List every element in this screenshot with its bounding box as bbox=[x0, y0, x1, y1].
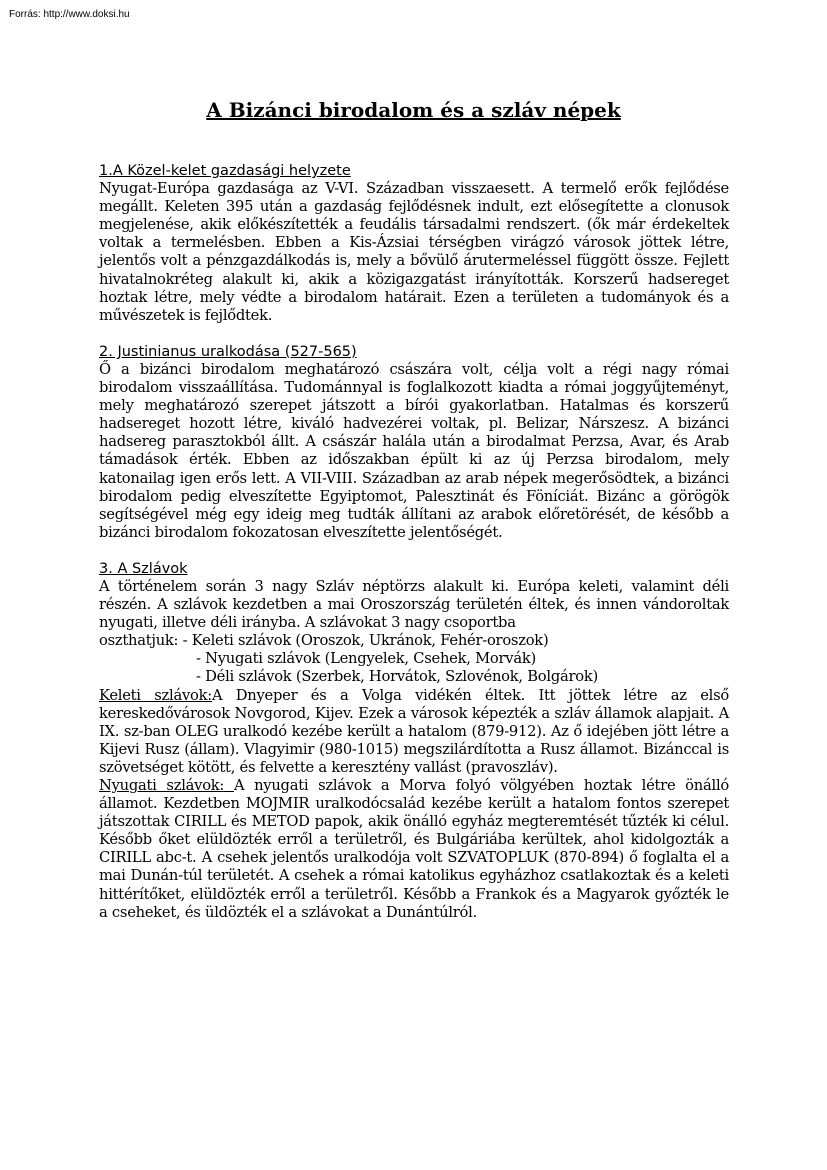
section-economy bbox=[99, 162, 729, 325]
section-slavs bbox=[99, 560, 729, 922]
west-slavs-text: A nyugati szlávok a Morva folyó völgyében hoztak létre önálló államot. Kezdetben MOJMIR uralkodócsalád kezébe került a hatalom fontos szerepet játszottak CIRILL és METOD papok, akik önálló egyház megteremtését tűzték ki célul. Később őket elüldözték erről a területről, és Bulgáriába kerültek, ahol kidolgozták a CIRILL abc-t. A csehek jelentős uralkodója volt SZVATOPLUK (870-894) ő foglalta el a mai Dunán-túl területét. A csehek a római katolikus egyházhoz csatlakoztak és a keleti hittérítőket, elüldözték erről a területről. Később a Frankok és a Magyarok győzték le a cseheket, és üldözték el a szlávokat a Dunántúlról. bbox=[99, 777, 729, 921]
east-slavs-text: A Dnyeper és a Volga vidékén éltek. Itt jöttek létre az első kereskedővárosok Novgorod, Kijev. Ezek a városok képezték a szláv államok alapjait. A IX. sz-ban OLEG uralkodó kezébe került a hatalom (879-912). Az ő idejében jött létre a Kijevi Rusz (állam). Vlagyimir (980-1015) megszilárdította a Rusz államot. Bizánccal is szövetséget kötött, és felvette a keresztény vallást (pravoszláv). bbox=[99, 686, 729, 776]
section-justinian bbox=[99, 343, 729, 542]
section-text: A történelem során 3 nagy Szláv néptörzs alakult ki. Európa keleti, valamint déli részén. A szlávok kezdetben a mai Oroszország területén éltek, és innen vándoroltak nyugati, illetve déli irányba. A szlávokat 3 nagy csoportba bbox=[99, 577, 729, 632]
source-note: Forrás: http://www.doksi.hu bbox=[9, 9, 130, 20]
section-heading: 1.A Közel-kelet gazdasági helyzete bbox=[99, 163, 351, 179]
west-slavs-paragraph bbox=[99, 777, 729, 922]
section-text: Ő a bizánci birodalom meghatározó császára volt, célja volt a régi nagy római birodalom visszaállítása. Tudománnyal is foglalkozott kiadta a római joggyűjteményt, mely meghatározó szerepet játszott a bírói gyakorlatban. Hatalmas és korszerű hadsereget hozott létre, kiváló hadvezérei voltak, pl. Belizar, Nárszesz. A bizánci hadsereg parasztokból állt. A császár halála után a birodalmat Perzsa, Avar, és Arab támadások érték. Ebben az időszakban épült ki az új Perzsa birodalom, mely katonailag igen erős lett. A VII-VIII. Században az arab népek megerősödtek, a bizánci birodalom pedig elveszítette Egyiptomot, Palesztinát és Föníciát. Bizánc a görögök segítségével még egy ideig meg tudták állítani az arabok előretörését, de később a bizánci birodalom fokozatosan elveszítette jelentőségét. bbox=[99, 360, 729, 541]
page-title: A Bizánci birodalom és a szláv népek bbox=[206, 98, 621, 122]
list-item: - Déli szlávok (Szerbek, Horvátok, Szlovénok, Bolgárok) bbox=[196, 668, 598, 686]
section-heading: 2. Justinianus uralkodása (527-565) bbox=[99, 343, 357, 360]
slav-groups-list bbox=[99, 632, 729, 686]
section-heading: 3. A Szlávok bbox=[99, 560, 188, 577]
west-slavs-label: Nyugati szlávok: bbox=[99, 777, 234, 794]
section-text: Nyugat-Európa gazdasága az V-VI. Században visszaesett. A termelő erők fejlődése megállt. Keleten 395 után a gazdaság fejlődésnek indult, ezt elősegítette a clonusok megjelenése, akik előkészítették a feudális társadalmi rendszert. (ők már érdekeltek voltak a termelésben. Ebben a Kis-Ázsiai térségben virágzó városok jöttek létre, jelentős volt a pénzgazdálkodás is, mely a bővülő árutermeléssel függött össze. Fejlett hivatalnokréteg alakult ki, akik a közigazgatást irányították. Korszerű hadsereget hoztak létre, mely védte a birodalom határait. Ezen a területen a tudományok és a művészetek is fejlődtek. bbox=[99, 180, 729, 324]
list-item: - Nyugati szlávok (Lengyelek, Csehek, Morvák) bbox=[196, 650, 536, 668]
east-slavs-label: Keleti szlávok: bbox=[99, 686, 212, 704]
list-intro: oszthatjuk: - Keleti szlávok (Oroszok, Ukránok, Fehér-oroszok) bbox=[99, 632, 549, 650]
document-body bbox=[99, 162, 729, 940]
east-slavs-paragraph bbox=[99, 687, 729, 777]
